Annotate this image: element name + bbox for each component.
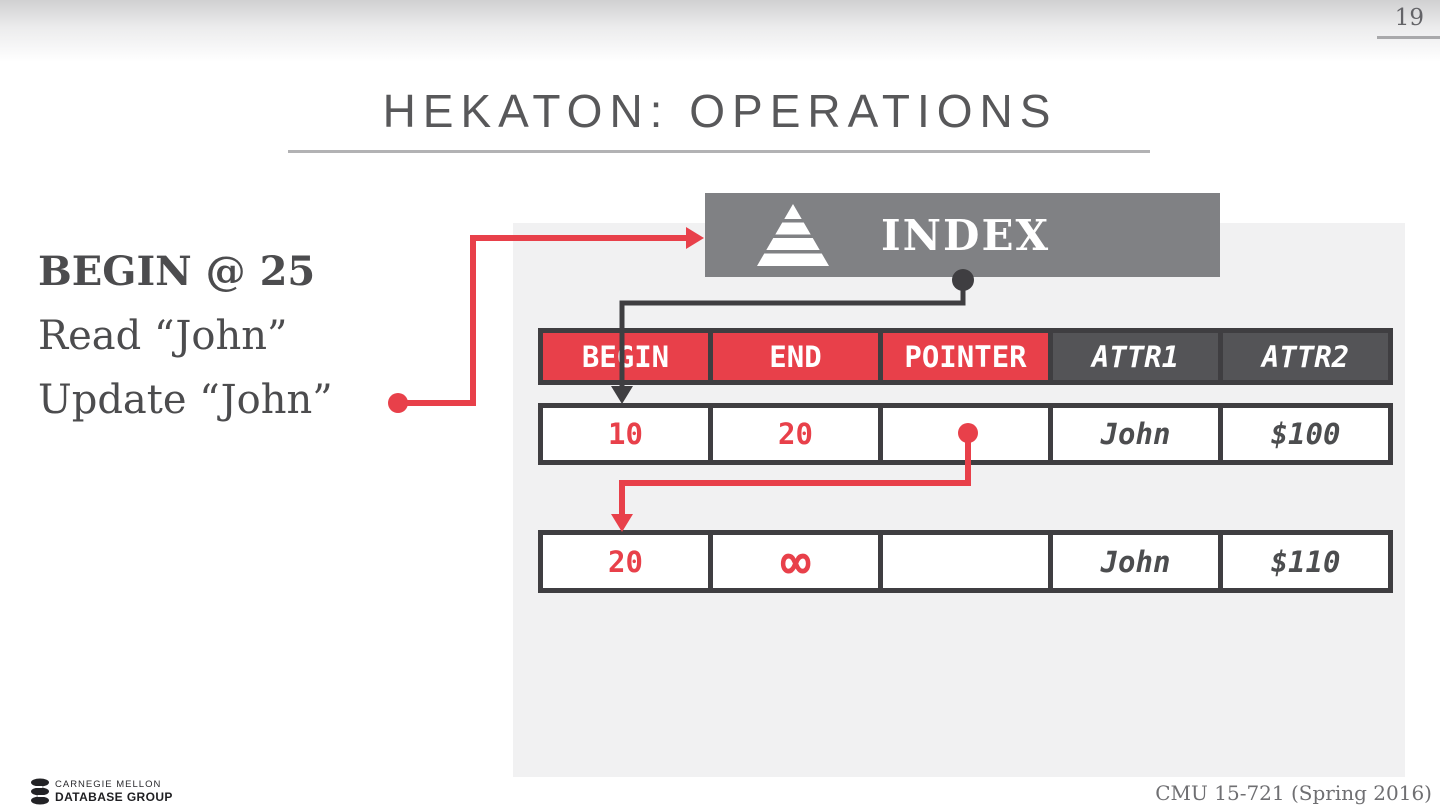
row2-end-infinity: ∞: [713, 535, 878, 588]
header-end: END: [713, 333, 878, 380]
txn-begin-line: BEGIN @ 25: [38, 248, 316, 295]
header-attr1: ATTR1: [1053, 333, 1218, 380]
database-cylinder-icon: [30, 778, 50, 805]
row1-end: 20: [713, 408, 878, 460]
row1-pointer: [883, 408, 1048, 460]
header-attr2: ATTR2: [1223, 333, 1388, 380]
memory-panel: [513, 223, 1405, 777]
logo-line1: CARNEGIE MELLON: [55, 779, 162, 790]
txn-read-line: Read “John”: [38, 313, 288, 359]
cmu-db-logo: [30, 778, 173, 805]
table-row: [538, 403, 1393, 465]
row1-attr2: $100: [1223, 408, 1388, 460]
header-begin: BEGIN: [543, 333, 708, 380]
transaction-text: [38, 240, 333, 432]
course-label: CMU 15-721 (Spring 2016): [1155, 781, 1432, 805]
txn-update-line: Update “John”: [38, 377, 333, 423]
title-underline: [288, 150, 1150, 153]
table-header-row: [538, 328, 1393, 385]
row1-attr1: John: [1053, 408, 1218, 460]
pyramid-index-icon: [757, 204, 829, 266]
row2-attr2: $110: [1223, 535, 1388, 588]
logo-line2: DATABASE GROUP: [55, 790, 173, 804]
row2-begin: 20: [543, 535, 708, 588]
index-label: INDEX: [881, 210, 1051, 260]
row2-attr1: John: [1053, 535, 1218, 588]
page-number-underline: [1377, 36, 1440, 39]
page-title: HEKATON: OPERATIONS: [382, 85, 1058, 137]
table-row: [538, 530, 1393, 593]
page-number: 19: [1394, 5, 1424, 31]
row1-begin: 10: [543, 408, 708, 460]
header-pointer: POINTER: [883, 333, 1048, 380]
logo-text: [55, 779, 173, 804]
row2-pointer: [883, 535, 1048, 588]
index-box: [705, 193, 1220, 277]
